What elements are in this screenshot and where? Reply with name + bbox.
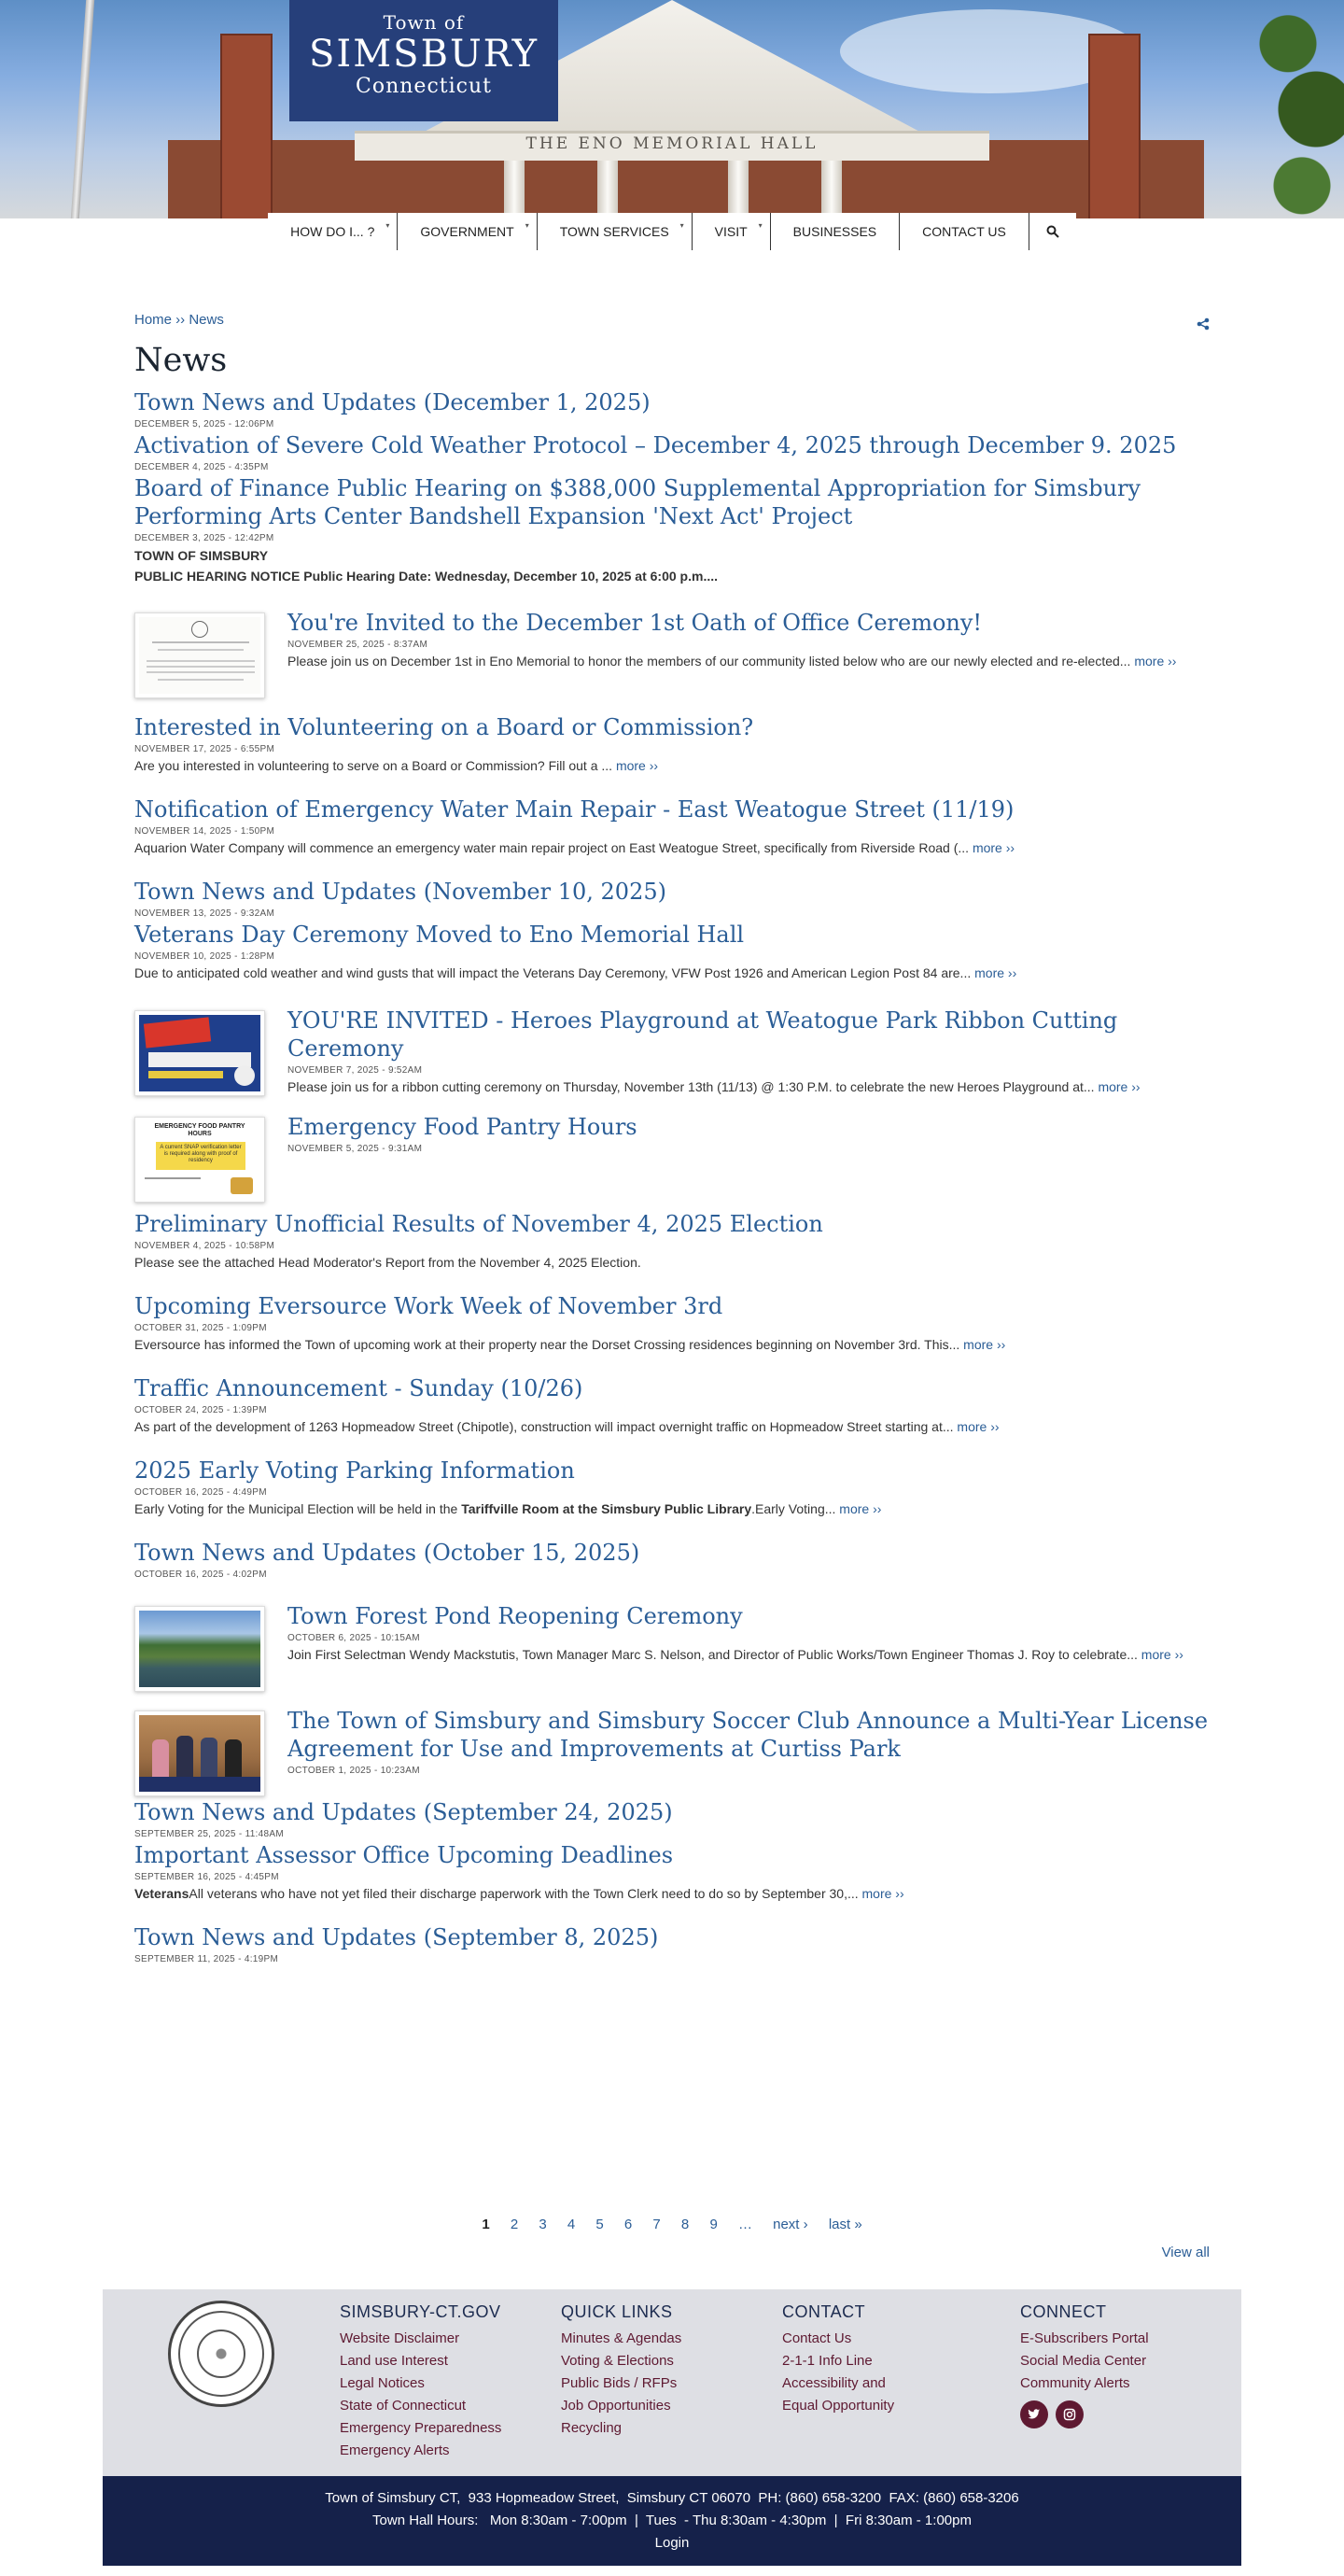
- news-item: [134, 713, 1210, 777]
- nav-town-services[interactable]: [538, 213, 693, 250]
- footer-link[interactable]: Emergency Alerts: [340, 2442, 450, 2458]
- page-title: News: [134, 342, 228, 379]
- news-item: [134, 1210, 1210, 1274]
- footer-link[interactable]: Public Bids / RFPs: [561, 2375, 678, 2391]
- news-body: [134, 1882, 1210, 1905]
- news-item: [134, 878, 1210, 919]
- footer-link[interactable]: Social Media Center: [1020, 2353, 1147, 2369]
- pager-current: 1: [482, 2217, 490, 2232]
- news-item: [134, 921, 1210, 984]
- news-item: [134, 795, 1210, 859]
- nav-label: VISIT: [714, 224, 748, 239]
- news-date: OCTOBER 1, 2025 - 10:23AM: [287, 1766, 420, 1776]
- news-item: [134, 1457, 1210, 1520]
- breadcrumb: [134, 312, 1210, 338]
- news-body-text: Aquarion Water Company will commence an emergency water main repair project on East Weatogue Street, specifically from Riverside Road (...: [134, 840, 970, 855]
- more-link[interactable]: more ››: [615, 758, 659, 773]
- news-title[interactable]: Upcoming Eversource Work Week of November 3rd: [134, 1293, 723, 1319]
- more-link[interactable]: more ››: [957, 1419, 1000, 1434]
- news-body-text: Please join us on December 1st in Eno Memorial to honor the members of our community listed below who are our newly elected and re-elected...: [287, 654, 1131, 669]
- social-icons: [1020, 2400, 1149, 2428]
- view-all-link[interactable]: View all: [1161, 2245, 1210, 2260]
- pager-page[interactable]: 9: [709, 2217, 718, 2232]
- footer-link[interactable]: Voting & Elections: [561, 2353, 674, 2369]
- pager-ellipsis: …: [737, 2217, 752, 2232]
- news-body: [287, 1076, 1210, 1098]
- footer-col-connect: [1020, 2302, 1149, 2428]
- news-title[interactable]: 2025 Early Voting Parking Information: [134, 1457, 575, 1484]
- news-body-bold: Tariffville Room at the Simsbury Public Library: [461, 1501, 752, 1516]
- news-body-text: Please join us for a ribbon cutting ceremony on Thursday, November 13th (11/13) @ 1:30 P.M. to celebrate the new Heroes Playground at...: [287, 1079, 1095, 1094]
- breadcrumb-home[interactable]: Home: [134, 312, 173, 328]
- chimney: [220, 34, 273, 218]
- footer-col-quick-links: [561, 2302, 681, 2440]
- footer-link[interactable]: Equal Opportunity: [782, 2398, 895, 2414]
- breadcrumb-news[interactable]: News: [189, 312, 224, 328]
- nav-label: GOVERNMENT: [420, 224, 514, 239]
- news-item: [134, 1374, 1210, 1438]
- pager-page[interactable]: 6: [623, 2217, 633, 2232]
- news-item: [134, 609, 1210, 698]
- pager-last[interactable]: last »: [828, 2217, 862, 2232]
- news-date: DECEMBER 3, 2025 - 12:42PM: [134, 533, 274, 543]
- column: [504, 161, 525, 218]
- news-body: [287, 1643, 1210, 1666]
- news-date: OCTOBER 31, 2025 - 1:09PM: [134, 1323, 267, 1333]
- nav-label: BUSINESSES: [792, 224, 877, 239]
- caret-down-icon: ▾: [525, 221, 529, 230]
- more-link[interactable]: more ››: [1098, 1079, 1141, 1094]
- nav-how-do-i[interactable]: [268, 213, 398, 250]
- caret-down-icon: ▾: [679, 221, 684, 230]
- main-nav: [0, 213, 1344, 250]
- news-body-text: Eversource has informed the Town of upcoming work at their property near the Dorset Crossing residences beginning on November 3rd. This...: [134, 1337, 960, 1352]
- town-logo[interactable]: [289, 0, 558, 121]
- footer-heading: CONTACT: [782, 2302, 866, 2321]
- news-item: [134, 1798, 1210, 1839]
- news-title[interactable]: Town News and Updates (December 1, 2025): [134, 389, 651, 415]
- news-body: [134, 962, 1210, 984]
- main-content: [134, 312, 1210, 2260]
- footer-address: Town of Simsbury CT, 933 Hopmeadow Street, Simsbury CT 06070 PH: (860) 658-3200 FAX: (860) 658-3206: [325, 2490, 1019, 2506]
- footer-link[interactable]: E-Subscribers Portal: [1020, 2330, 1149, 2346]
- footer-link[interactable]: Accessibility and: [782, 2375, 886, 2391]
- news-date: DECEMBER 5, 2025 - 12:06PM: [134, 419, 274, 429]
- news-title[interactable]: Traffic Announcement - Sunday (10/26): [134, 1375, 583, 1401]
- more-link[interactable]: more ››: [972, 840, 1015, 855]
- footer-link[interactable]: Recycling: [561, 2420, 623, 2436]
- more-link[interactable]: more ››: [1134, 654, 1177, 669]
- news-body-text: Are you interested in volunteering to serve on a Board or Commission? Fill out a ...: [134, 758, 613, 773]
- news-thumbnail[interactable]: [134, 612, 265, 698]
- nav-label: CONTACT US: [922, 224, 1006, 239]
- share-icon[interactable]: [1197, 317, 1210, 334]
- news-body-text: .Early Voting...: [751, 1501, 836, 1516]
- news-title[interactable]: Activation of Severe Cold Weather Protocol – December 4, 2025 through December 9. 2025: [134, 432, 1177, 458]
- more-link[interactable]: more ››: [861, 1886, 904, 1901]
- news-body-text: Due to anticipated cold weather and wind gusts that will impact the Veterans Day Ceremony, VFW Post 1926 and American Legion Post 84 are...: [134, 965, 972, 980]
- news-title[interactable]: Town News and Updates (November 10, 2025): [134, 879, 666, 905]
- footer: [103, 2289, 1241, 2476]
- footer-link[interactable]: Job Opportunities: [561, 2398, 671, 2414]
- news-body: [134, 1333, 1210, 1356]
- news-date: OCTOBER 16, 2025 - 4:02PM: [134, 1570, 267, 1580]
- news-date: NOVEMBER 14, 2025 - 1:50PM: [134, 826, 275, 837]
- news-item: [134, 1113, 1210, 1203]
- news-item: [134, 1923, 1210, 1964]
- footer-link[interactable]: Minutes & Agendas: [561, 2330, 682, 2346]
- search-icon[interactable]: [1029, 213, 1076, 250]
- nav-label: HOW DO I... ?: [290, 224, 375, 239]
- news-title[interactable]: Board of Finance Public Hearing on $388,000 Supplemental Appropriation for Simsbury Performing Arts Center Bandshell Expansion 'Next Act' Project: [134, 475, 1141, 529]
- instagram-icon[interactable]: [1056, 2400, 1084, 2428]
- news-title[interactable]: YOU'RE INVITED - Heroes Playground at Weatogue Park Ribbon Cutting Ceremony: [287, 1007, 1118, 1062]
- news-title[interactable]: You're Invited to the December 1st Oath of Office Ceremony!: [287, 610, 983, 636]
- footer-link[interactable]: Land use Interest: [340, 2353, 448, 2369]
- news-body-text: All veterans who have not yet filed their discharge paperwork with the Town Clerk need to do so by September 30,...: [189, 1886, 859, 1901]
- news-date: NOVEMBER 13, 2025 - 9:32AM: [134, 908, 275, 919]
- news-title[interactable]: Interested in Volunteering on a Board or Commission?: [134, 714, 754, 740]
- news-date: OCTOBER 24, 2025 - 1:39PM: [134, 1405, 267, 1415]
- caret-down-icon: ▾: [758, 221, 763, 230]
- news-item: [134, 388, 1210, 429]
- news-date: NOVEMBER 7, 2025 - 9:52AM: [287, 1065, 423, 1076]
- footer-heading: CONNECT: [1020, 2302, 1107, 2321]
- news-date: NOVEMBER 25, 2025 - 8:37AM: [287, 640, 428, 650]
- caret-down-icon: ▾: [385, 221, 390, 230]
- nav-contact-us[interactable]: [900, 213, 1029, 250]
- news-title[interactable]: Notification of Emergency Water Main Repair - East Weatogue Street (11/19): [134, 796, 1015, 823]
- news-item: [134, 1841, 1210, 1905]
- more-link[interactable]: more ››: [839, 1501, 882, 1516]
- news-body-bold: Veterans: [134, 1886, 189, 1901]
- header-banner: [0, 0, 1344, 218]
- footer-heading: QUICK LINKS: [561, 2302, 673, 2321]
- thumb-note: A current SNAP verification letter is required along with proof of residency: [156, 1142, 245, 1170]
- news-title[interactable]: The Town of Simsbury and Simsbury Soccer Club Announce a Multi-Year License Agreement for Use and Improvements at Curtiss Park: [287, 1708, 1209, 1762]
- news-item: [134, 431, 1210, 472]
- news-date: OCTOBER 16, 2025 - 4:49PM: [134, 1487, 267, 1498]
- news-date: NOVEMBER 4, 2025 - 10:58PM: [134, 1241, 275, 1251]
- news-body: [134, 1498, 1210, 1520]
- news-body-text: Early Voting for the Municipal Election will be held in the: [134, 1501, 462, 1516]
- logo-line-2: SIMSBURY: [309, 33, 539, 76]
- footer-link[interactable]: 2-1-1 Info Line: [782, 2353, 873, 2369]
- news-item: [134, 1292, 1210, 1356]
- news-body-line: TOWN OF SIMSBURY: [134, 548, 269, 563]
- news-date: SEPTEMBER 25, 2025 - 11:48AM: [134, 1829, 284, 1839]
- news-body: [134, 1415, 1210, 1438]
- nav-label: TOWN SERVICES: [559, 224, 669, 239]
- news-body: [134, 837, 1210, 859]
- flag-pole: [71, 0, 94, 218]
- footer-link[interactable]: State of Connecticut: [340, 2398, 467, 2414]
- news-thumbnail[interactable]: [134, 1710, 265, 1796]
- pager-page[interactable]: 4: [567, 2217, 576, 2232]
- footer-link[interactable]: Emergency Preparedness: [340, 2420, 502, 2436]
- news-title[interactable]: Town Forest Pond Reopening Ceremony: [287, 1603, 743, 1629]
- news-body: Please see the attached Head Moderator's Report from the November 4, 2025 Election.: [134, 1255, 641, 1270]
- news-thumbnail[interactable]: [134, 1606, 265, 1692]
- pager-next[interactable]: next ›: [773, 2217, 808, 2232]
- news-body-text: Join First Selectman Wendy Mackstutis, Town Manager Marc S. Nelson, and Director of Public Works/Town Engineer Thomas J. Roy to celebrate...: [287, 1647, 1138, 1662]
- footer-hours: Town Hall Hours: Mon 8:30am - 7:00pm | Tues - Thu 8:30am - 4:30pm | Fri 8:30am - 1:00pm: [372, 2513, 972, 2528]
- news-item: [134, 1602, 1210, 1692]
- twitter-icon[interactable]: [1020, 2400, 1048, 2428]
- news-item: [134, 1539, 1210, 1580]
- news-date: SEPTEMBER 16, 2025 - 4:45PM: [134, 1872, 279, 1882]
- news-body-line: PUBLIC HEARING NOTICE Public Hearing Date: Wednesday, December 10, 2025 at 6:00 p.m....: [134, 569, 718, 584]
- nav-government[interactable]: [398, 213, 537, 250]
- news-thumbnail[interactable]: [134, 1010, 265, 1096]
- chimney: [1088, 34, 1141, 218]
- pager-page[interactable]: 8: [680, 2217, 690, 2232]
- news-title[interactable]: Emergency Food Pantry Hours: [287, 1114, 637, 1140]
- trees: [1204, 0, 1344, 218]
- news-title[interactable]: Preliminary Unofficial Results of November 4, 2025 Election: [134, 1211, 823, 1237]
- footer-heading: SIMSBURY-CT.GOV: [340, 2302, 501, 2321]
- news-date: NOVEMBER 5, 2025 - 9:31AM: [287, 1144, 423, 1154]
- news-item: [134, 474, 1210, 586]
- news-body: [287, 650, 1210, 672]
- nav-businesses[interactable]: [771, 213, 900, 250]
- footer-col-contact: [782, 2302, 894, 2417]
- pager-page[interactable]: 3: [539, 2217, 547, 2232]
- news-date: DECEMBER 4, 2025 - 4:35PM: [134, 462, 269, 472]
- login-link[interactable]: Login: [654, 2535, 690, 2551]
- footer-link[interactable]: Contact Us: [782, 2330, 852, 2346]
- news-date: NOVEMBER 17, 2025 - 6:55PM: [134, 744, 275, 754]
- footer-bottom-bar: [103, 2476, 1241, 2566]
- news-body: [134, 754, 1210, 777]
- news-title[interactable]: Important Assessor Office Upcoming Deadlines: [134, 1842, 674, 1868]
- footer-col-site: [340, 2302, 501, 2462]
- news-item: [134, 1707, 1210, 1796]
- logo-line-3: Connecticut: [356, 75, 492, 98]
- footer-link[interactable]: Legal Notices: [340, 2375, 425, 2391]
- logo-line-1: Town of: [383, 11, 465, 34]
- footer-link[interactable]: Community Alerts: [1020, 2375, 1130, 2391]
- news-date: OCTOBER 6, 2025 - 10:15AM: [287, 1633, 420, 1643]
- pager-page[interactable]: 2: [510, 2217, 519, 2232]
- news-date: NOVEMBER 10, 2025 - 1:28PM: [134, 951, 275, 962]
- thumb-heading: EMERGENCY FOOD PANTRY HOURS: [154, 1123, 245, 1137]
- news-title[interactable]: Town News and Updates (September 24, 2025): [134, 1799, 673, 1825]
- breadcrumb-separator: ››: [172, 312, 189, 328]
- more-link[interactable]: more ››: [963, 1337, 1006, 1352]
- pagination: [134, 2217, 1210, 2232]
- news-body-text: As part of the development of 1263 Hopmeadow Street (Chipotle), construction will impact overnight traffic on Hopmeadow Street starting at...: [134, 1419, 954, 1434]
- nav-visit[interactable]: [693, 213, 771, 250]
- more-link[interactable]: more ››: [974, 965, 1017, 980]
- news-thumbnail[interactable]: [134, 1117, 265, 1203]
- more-link[interactable]: more ››: [1141, 1647, 1183, 1662]
- news-item: [134, 1006, 1210, 1098]
- pager-page[interactable]: 5: [595, 2217, 604, 2232]
- column: [821, 161, 842, 218]
- building-sign: THE ENO MEMORIAL HALL: [525, 134, 819, 153]
- news-title[interactable]: Town News and Updates (October 15, 2025): [134, 1540, 640, 1566]
- news-title[interactable]: Town News and Updates (September 8, 2025): [134, 1924, 659, 1950]
- news-title[interactable]: Veterans Day Ceremony Moved to Eno Memorial Hall: [134, 922, 745, 948]
- column: [597, 161, 618, 218]
- town-seal-icon: [168, 2301, 274, 2407]
- news-date: SEPTEMBER 11, 2025 - 4:19PM: [134, 1954, 279, 1964]
- column: [728, 161, 749, 218]
- pager-page[interactable]: 7: [652, 2217, 661, 2232]
- footer-link[interactable]: Website Disclaimer: [340, 2330, 460, 2346]
